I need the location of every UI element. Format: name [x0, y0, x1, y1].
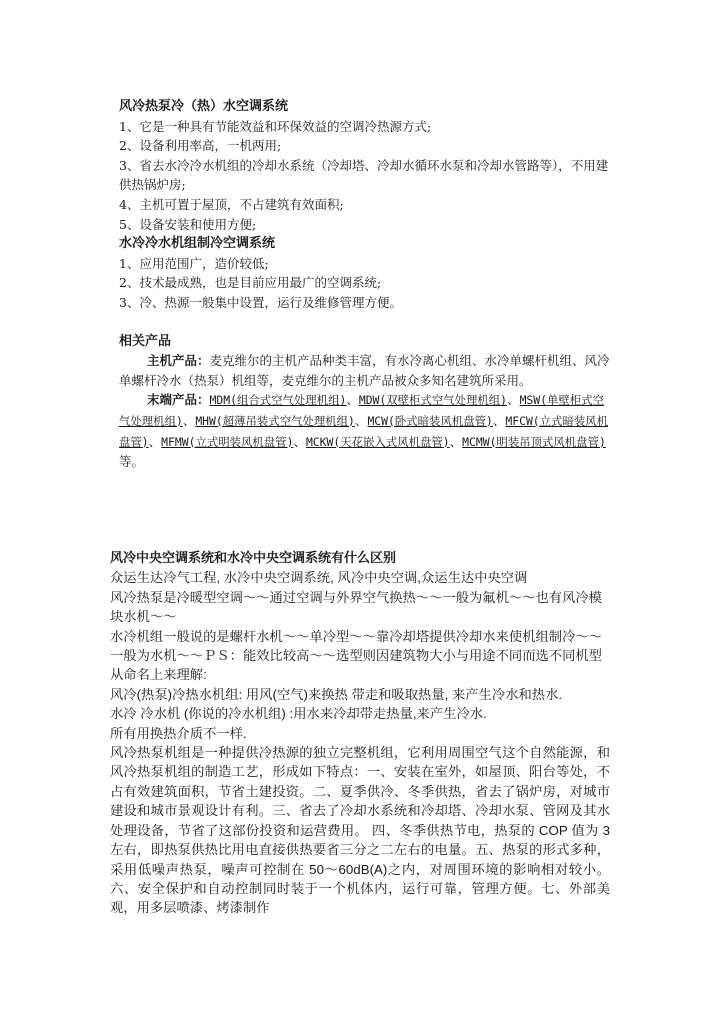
product-link-mfmw[interactable]: MFMW(立式明装风机盘管) [161, 434, 294, 449]
product-link-mckw[interactable]: MCKW(天花嵌入式风机盘管) [305, 434, 450, 449]
paragraph: 所有用换热介质不一样. [110, 725, 247, 741]
paragraph: 水冷 冷水机 (你说的冷水机组) :用水来冷却带走热量,来产生冷水. [110, 706, 487, 722]
terminal-products-label: 末端产品： [147, 392, 210, 408]
spacer [119, 313, 611, 332]
paragraph: 从命名上来理解: [110, 667, 207, 683]
list-item: 5、设备安装和使用方便; [119, 216, 257, 232]
suffix-text: 等。 [119, 454, 145, 470]
product-link-mfcw[interactable]: MFCW(立式暗装风机盘管) [119, 413, 609, 449]
main-products-text: 麦克维尔的主机产品种类丰富，有水冷离心机组、水冷单螺杆机组、风冷单螺杆冷水（热泵）机组等，麦克维尔的主机产品被众多知名建筑所采用。 [119, 353, 610, 388]
heading-water-cooled-chiller: 水冷冷水机组制冷空调系统 [119, 236, 276, 252]
separator: 、 [148, 433, 162, 449]
heading-difference: 风冷中央空调系统和水冷中央空调系统有什么区别 [110, 551, 397, 566]
paragraph: 水冷机组一般说的是螺杆水机～～单冷型～～靠冷却塔提供冷却水来使机组制冷～～一般为水机～～ＰＳ：能效比较高～～选型则因建筑物大小与用途不同而选不同机型 [110, 628, 602, 664]
product-link-mcw[interactable]: MCW(卧式暗装风机盘管) [367, 413, 493, 428]
product-link-msw[interactable]: MSW(单壁柜式空气处理机组) [119, 393, 604, 428]
main-products-label: 主机产品： [147, 353, 210, 369]
separator: 、 [346, 392, 359, 408]
heading-air-cooled-heat-pump: 风冷热泵冷（热）水空调系统 [119, 99, 289, 114]
heading-related-products: 相关产品 [119, 333, 172, 349]
list-item: 2、设备利用率高，一机两用; [119, 138, 282, 154]
list-item: 2、技术最成熟，也是目前应用最广的空调系统; [119, 275, 382, 291]
product-link-mcmw[interactable]: MCMW(明装吊顶式风机盘管) [462, 434, 606, 449]
paragraph: 众运生达冷气工程, 水冷中央空调系统, 风冷中央空调,众运生达中央空调 [110, 570, 528, 586]
product-link-mhw[interactable]: MHW(超薄吊装式空气处理机组) [195, 413, 355, 428]
terminal-products-paragraph [119, 390, 611, 471]
separator: 、 [354, 412, 368, 428]
separator: 、 [182, 412, 196, 428]
paragraph: 风冷热泵机组是一种提供冷热源的独立完整机组，它利用周围空气这个自然能源，和风冷热泵机组的制造工艺，形成如下特点：一、安装在室外，如屋顶、阳台等处，不占有效建筑面积，节省土建投资。二、夏季供冷、冬季供热，省去了锅炉房，对城市建设和城市景观设计有利。三、省去了冷却水系统和冷却塔、冷却水泵、管网及其水处理设备，节省了这部份投资和运营费用。 四、冬季供热节电，热泵的 COP 值为 3 左右，即热泵供热比用电直接供热要省三分之二左右的电量。五、热泵的形式多种，采用低噪声热泵，噪声可控制在 50～60dB(A)之内，对周围环境的影响相对较小。六、安全保护和自动控制同时装于一个机体内，运行可靠，管理方便。七、外部美观，用多层喷漆、烤漆制作 [110, 745, 610, 916]
list-item: 3、省去水冷冷水机组的冷却水系统（冷却塔、冷却水循环水泵和冷却水管路等），不用建供热锅炉房; [119, 157, 609, 193]
product-link-mdm[interactable]: MDM(组合式空气处理机组) [209, 393, 347, 408]
paragraph: 风冷热泵是冷暖型空调～～通过空调与外界空气换热～～一般为氟机～～也有风冷模块水机～～ [110, 589, 602, 625]
section-air-cooled-and-water-cooled [119, 97, 611, 472]
paragraph: 风冷(热泵)冷热水机组: 用风(空气)来换热 带走和吸取热量, 来产生冷水和热水. [110, 686, 563, 702]
main-products-paragraph [119, 351, 611, 390]
separator: 、 [507, 392, 520, 408]
separator: 、 [293, 433, 306, 449]
list-item: 3、冷、热源一般集中设置，运行及维修管理方便。 [119, 294, 402, 310]
list-item: 4、主机可置于屋顶，不占建筑有效面积; [119, 196, 344, 212]
list-item: 1、应用范围广，造价较低; [119, 255, 269, 271]
separator: 、 [492, 412, 506, 428]
product-link-mdw[interactable]: MDW(双壁柜式空气处理机组) [358, 393, 508, 408]
section-difference [110, 549, 610, 918]
list-item: 1、它是一种具有节能效益和环保效益的空调冷热源方式; [119, 118, 432, 134]
separator: 、 [449, 433, 463, 449]
